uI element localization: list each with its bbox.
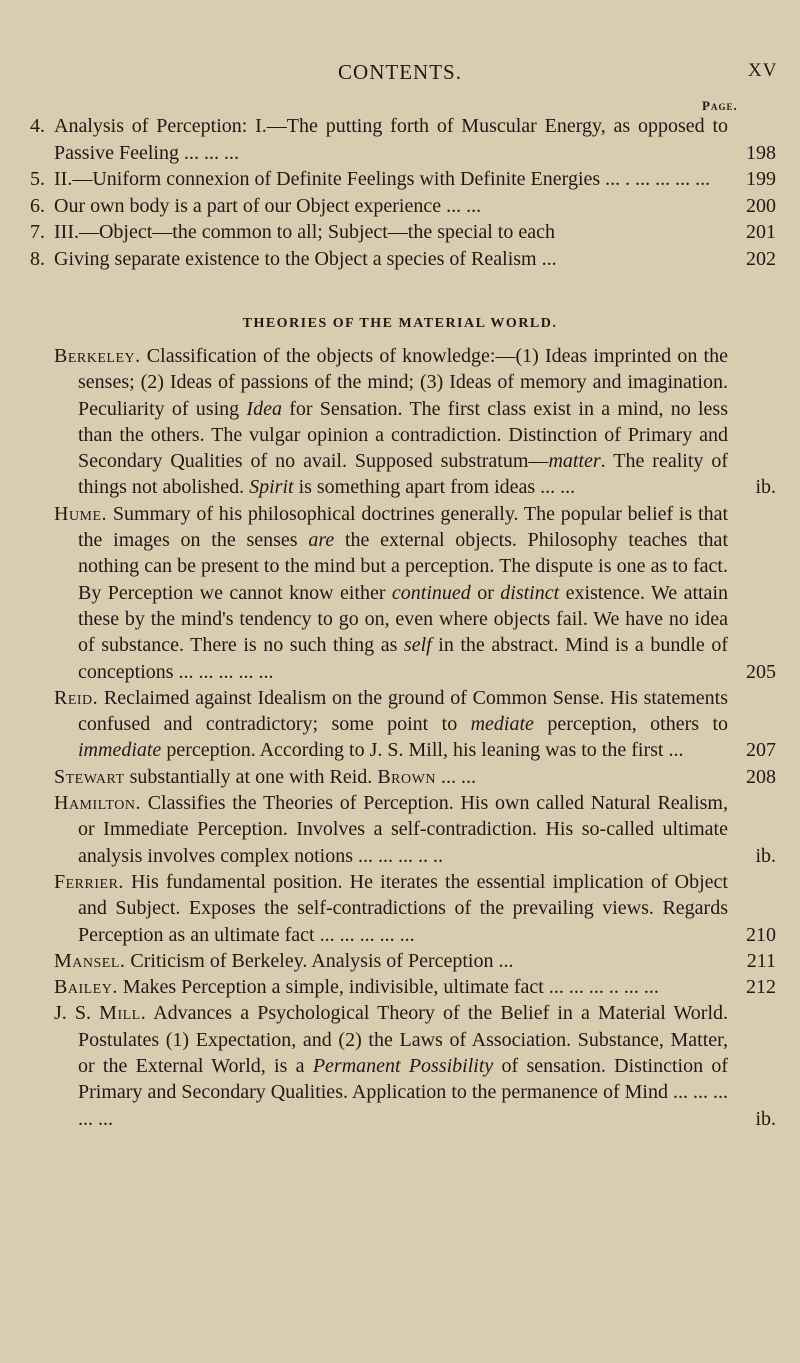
entry-page-number: 211 bbox=[746, 949, 776, 972]
author-name: Mill. bbox=[99, 1002, 147, 1025]
entry-text: Classifies the Theories of Perception. His own called Natural Realism, or Immediate Perception. Involves a self-contradiction. His so-called ultimate analysis involves complex notions ... ... ... .. .. bbox=[78, 792, 728, 867]
entry-text: J. S. bbox=[54, 1002, 100, 1025]
contents-entry bbox=[30, 113, 776, 166]
contents-list bbox=[30, 113, 776, 272]
author-name: Hamilton. bbox=[54, 792, 141, 815]
entry-number: 8. bbox=[30, 247, 45, 270]
theory-entry bbox=[54, 501, 776, 685]
entry-page-number: 200 bbox=[746, 194, 776, 217]
author-name: Berkeley. bbox=[54, 345, 141, 367]
emphasis-text: continued bbox=[391, 581, 471, 604]
entry-page-number: 199 bbox=[746, 168, 776, 190]
theory-entry bbox=[54, 764, 776, 790]
entry-page-number: ib. bbox=[755, 844, 776, 867]
theory-entry bbox=[54, 869, 776, 948]
entry-text: in the abstract. Mind is a bundle of conceptions ... ... ... ... ... bbox=[78, 634, 728, 683]
page-column-label: Page. bbox=[702, 98, 738, 113]
entry-text: existence. We attain these by the mind's tendency to go on, even where objects fail. We have no idea of substance. There is no such thing as bbox=[78, 581, 728, 657]
entry-page-number: 205 bbox=[746, 660, 776, 683]
emphasis-text: Permanent Possibility bbox=[312, 1055, 494, 1078]
contents-entry bbox=[30, 166, 776, 193]
entry-text: substantially at one with Reid. bbox=[124, 765, 378, 788]
page-folio: XV bbox=[748, 60, 778, 81]
entry-text: III.—Object—the common to all; Subject—the special to each bbox=[54, 221, 555, 243]
entry-text: or bbox=[470, 581, 501, 604]
running-title: CONTENTS. bbox=[338, 60, 462, 84]
running-head bbox=[0, 60, 800, 88]
contents-entry bbox=[30, 193, 776, 220]
entry-text: His fundamental position. He iterates the essential implication of Object and Subject. Exposes the self-contradictions of the prevailing views. Regards Perception as an ultimate fact ... ... ... ... ... bbox=[78, 870, 728, 946]
author-name: Reid. bbox=[54, 686, 99, 709]
entry-text: of sensation. Distinction of Primary and Secondary Qualities. Application to the permanence of Mind ... ... ... ... ... bbox=[78, 1055, 729, 1130]
entry-text: Makes Perception a simple, indivisible, ultimate fact ... ... ... .. ... ... bbox=[117, 976, 659, 999]
author-name: Stewart bbox=[54, 765, 125, 788]
entry-page-number: 207 bbox=[746, 739, 776, 762]
entry-text: the external objects. Philosophy teaches that nothing can be present to the mind but a perception. The dispute is one as to fact. By Perception we cannot know either bbox=[78, 529, 728, 604]
entry-page-number: 210 bbox=[746, 923, 776, 946]
entry-text: Analysis of Perception: I.—The putting forth of Muscular Energy, as opposed to Passive Feeling ... ... ... bbox=[54, 115, 728, 164]
emphasis-text: Spirit bbox=[249, 476, 294, 499]
entry-text: Giving separate existence to the Object a species of Realism ... bbox=[54, 247, 557, 270]
entry-text: is something apart from ideas ... ... bbox=[293, 476, 576, 499]
author-name: Hume. bbox=[54, 502, 108, 525]
emphasis-text: Idea bbox=[246, 397, 282, 420]
contents-entry bbox=[30, 246, 776, 273]
emphasis-text: mediate bbox=[470, 713, 534, 736]
entry-page-number: ib. bbox=[755, 476, 776, 499]
emphasis-text: self bbox=[403, 634, 432, 657]
entry-text: Reclaimed against Idealism on the ground of Common Sense. His statements confused and contradictory; some point to bbox=[78, 686, 728, 736]
theory-entry bbox=[54, 343, 776, 501]
theory-entry bbox=[54, 685, 776, 764]
entry-page-number: 202 bbox=[746, 247, 776, 270]
entry-page-number: 201 bbox=[746, 221, 776, 243]
entry-number: 6. bbox=[30, 194, 45, 217]
entry-text: ... ... bbox=[435, 765, 476, 788]
author-name: Ferrier. bbox=[54, 870, 124, 893]
emphasis-text: immediate bbox=[78, 739, 162, 762]
entry-number: 4. bbox=[30, 115, 45, 137]
theory-entry bbox=[54, 948, 776, 974]
entry-text: II.—Uniform connexion of Definite Feelings with Definite Energies ... . ... ... ... ... bbox=[54, 168, 711, 190]
author-name: Mansel. bbox=[54, 949, 126, 972]
emphasis-text: distinct bbox=[500, 581, 560, 604]
author-name: Bailey. bbox=[54, 976, 118, 999]
entry-number: 7. bbox=[30, 221, 45, 243]
emphasis-text: matter bbox=[548, 450, 601, 473]
entry-number: 5. bbox=[30, 168, 45, 190]
entry-text: Advances a Psychological Theory of the Belief in a Material World. Postulates (1) Expectation, and (2) the Laws of Association. Substance, Matter, or the External World, is a bbox=[78, 1002, 729, 1078]
entry-text: . The reality of things not abolished. bbox=[78, 450, 728, 499]
section-heading: THEORIES OF THE MATERIAL WORLD. bbox=[242, 316, 558, 331]
emphasis-text: are bbox=[308, 529, 335, 552]
entry-text: Our own body is a part of our Object experience ... ... bbox=[54, 194, 482, 217]
entry-page-number: 212 bbox=[746, 976, 776, 999]
author-name: Brown bbox=[377, 765, 436, 788]
entry-page-number: ib. bbox=[755, 1107, 776, 1130]
entry-page-number: 198 bbox=[746, 141, 776, 164]
entry-text: perception. According to J. S. Mill, his leaning was to the first ... bbox=[161, 739, 684, 762]
theories-list bbox=[54, 343, 776, 1132]
entry-text: Summary of his philosophical doctrines generally. The popular belief is that the images on the senses bbox=[78, 502, 728, 552]
entry-text: Classification of the objects of knowledge:—(1) Ideas imprinted on the senses; (2) Ideas of passions of the mind; (3) Ideas of memory and imagination. Peculiarity of using bbox=[78, 345, 728, 420]
theory-entry bbox=[54, 790, 776, 869]
theory-entry bbox=[54, 1000, 776, 1131]
theory-entry bbox=[54, 974, 776, 1000]
entry-text: for Sensation. The first class exist in a mind, no less than the others. The vulgar opinion a contradiction. Distinction of Primary and Secondary Qualities of no avail. Supposed substratum— bbox=[78, 397, 728, 473]
entry-text: Criticism of Berkeley. Analysis of Perception ... bbox=[125, 949, 514, 972]
entry-page-number: 208 bbox=[746, 765, 776, 788]
contents-entry bbox=[30, 219, 776, 246]
entry-text: perception, others to bbox=[533, 713, 728, 736]
